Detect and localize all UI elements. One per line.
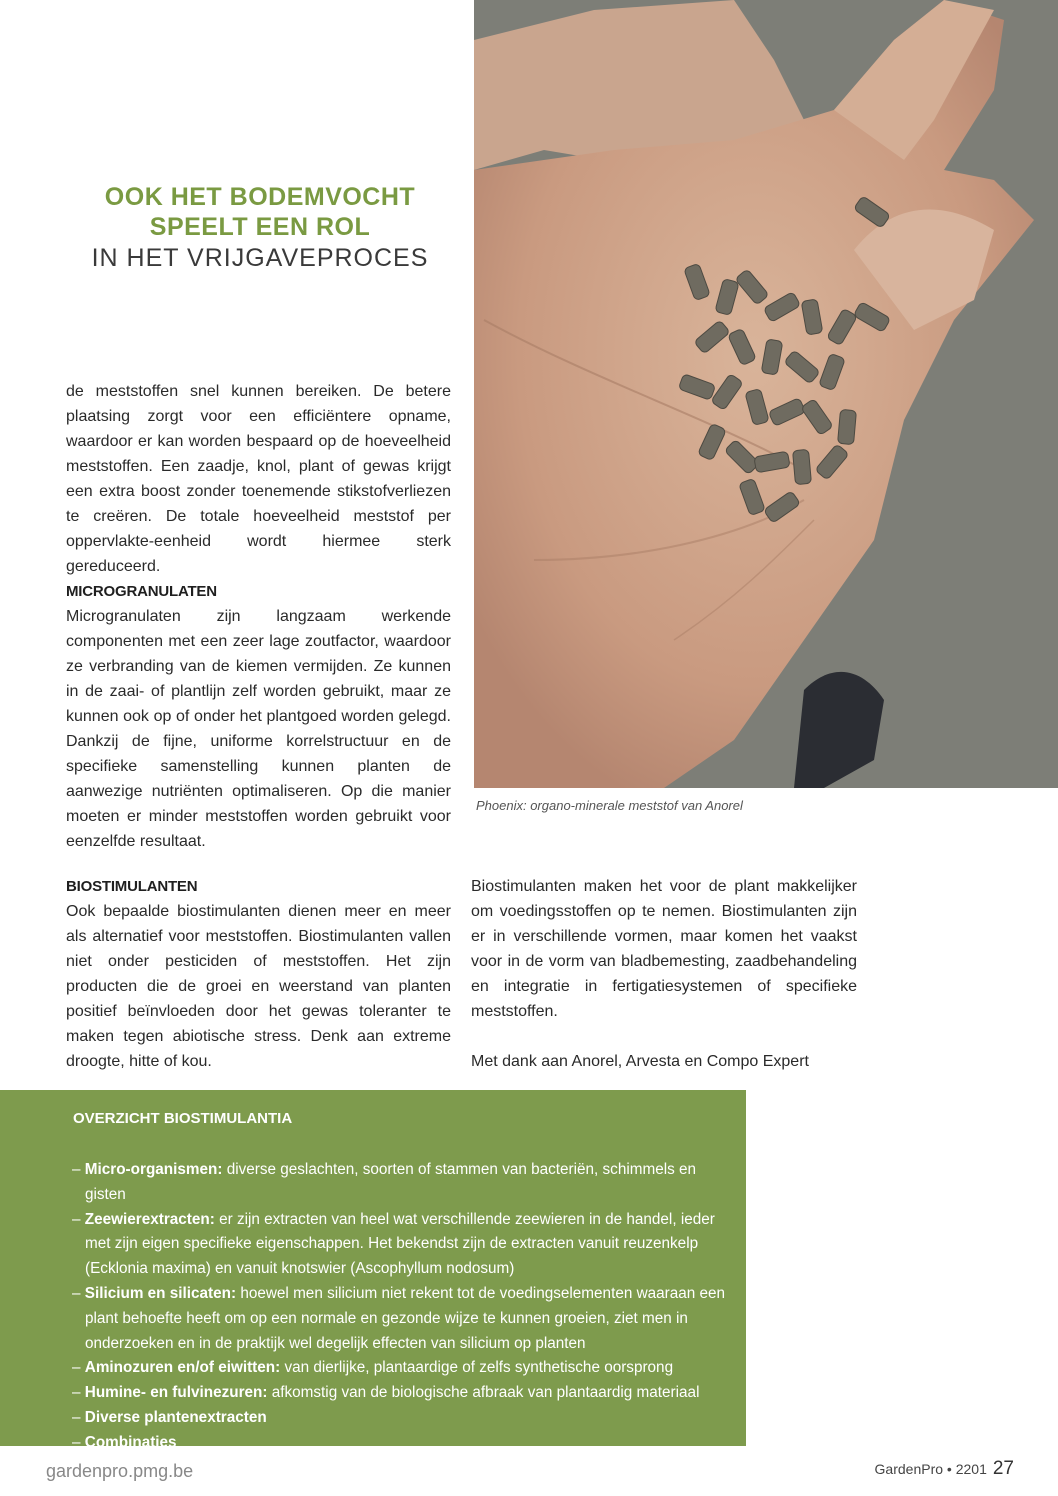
biostimulanten-heading: BIOSTIMULANTEN — [66, 878, 198, 895]
headline-line-2: SPEELT EEN ROL — [149, 213, 371, 241]
biostimulanten-paragraph: Ook bepaalde biostimulanten dienen meer en meer als alternatief voor meststoffen. Biostimulanten vallen niet onder pesticiden of meststoffen. Het zijn producten die de groei en weerstand van planten positief beïnvloeden door het gewas toleranter te maken tegen abiotische stress. Denk aan extreme droogte, hitte of kou. — [66, 903, 451, 1070]
photo-caption: Phoenix: organo-minerale meststof van Anorel — [476, 798, 743, 813]
headline-line-1: OOK HET BODEMVOCHT — [104, 183, 416, 211]
overview-title: OVERZICHT BIOSTIMULANTIA — [73, 1110, 293, 1127]
thanks-line: Met dank aan Anorel, Arvesta en Compo Expert — [471, 1053, 809, 1070]
list-item: – Zeewierextracten: er zijn extracten van heel wat verschillende zeewieren in de handel, ieder met zijn eigen specifieke eigenschappen. Het bekendst zijn de extracten vanuit reuzenkelp (Ecklonia maxima) en vanuit knotswier (Ascophyllum nodosum) — [72, 1210, 715, 1278]
right-text-block — [471, 874, 857, 1074]
microgranulaten-heading: MICROGRANULATEN — [66, 583, 217, 600]
list-item: – Silicium en silicaten: hoewel men silicium niet rekent tot de voedingselementen waaraan een plant behoefte heeft om op een normale en gezonde wijze te kunnen groeien, ziet men in onderzoeken en in de praktijk wel degelijk effecten van silicium op planten — [72, 1284, 726, 1352]
pellets-in-hand-image — [474, 0, 1058, 788]
list-item: – Micro-organismen: diverse geslachten, soorten of stammen van bacteriën, schimmels en gisten — [72, 1161, 697, 1203]
page-number: 27 — [992, 1458, 1014, 1479]
list-item: – Humine- en fulvinezuren: afkomstig van de biologische afbraak van plantaardig materiaal — [72, 1384, 700, 1402]
headline-line-3: IN HET VRIJGAVEPROCES — [91, 244, 429, 272]
footer-url[interactable]: gardenpro.pmg.be — [46, 1461, 194, 1481]
article-photo — [474, 0, 1058, 788]
issue-label: GardenPro • 2201 — [874, 1461, 987, 1477]
microgranulaten-paragraph: Microgranulaten zijn langzaam werkende componenten met een zeer lage zoutfactor, waardoor ze verbranding van de kiemen vermijden. Ze kunnen in de zaai- of plantlijn zelf worden gebruikt, maar ze kunnen ook op of onder het plantgoed worden gelegd. Dankzij de fijne, uniforme korrelstructuur en de specifieke samenstelling kunnen planten de aanwezige nutriënten optimaliseren. Op die manier moeten er minder meststoffen worden gebruikt voor eenzelfde resultaat. — [66, 608, 451, 850]
microgranulaten-section — [66, 579, 451, 854]
right-paragraph: Biostimulanten maken het voor de plant makkelijker om voedingsstoffen op te nemen. Biostimulanten zijn er in verschillende vormen, maar komen het vaakst voor in de vorm van bladbemesting, zaadbehandeling en integratie in fertigatiesystemen of specifieke meststoffen. — [471, 878, 857, 1020]
overview-list — [72, 1158, 732, 1456]
list-item: – Diverse plantenextracten — [72, 1408, 267, 1426]
list-item: – Combinaties — [72, 1433, 177, 1451]
footer-issue-info — [875, 1458, 1014, 1480]
biostimulanten-section — [66, 874, 451, 1074]
intro-text-block — [66, 379, 451, 579]
list-item: – Aminozuren en/of eiwitten: van dierlijke, plantaardige of zelfs synthetische oorsprong — [72, 1359, 674, 1377]
article-headline — [60, 182, 460, 274]
overview-box — [0, 1090, 746, 1451]
intro-paragraph: de meststoffen snel kunnen bereiken. De betere plaatsing zorgt voor een efficiëntere opname, waardoor er kan worden bespaard op de hoeveelheid meststoffen. Een zaadje, knol, plant of gewas krijgt een extra boost zonder toenemende stikstofverliezen te creëren. De totale hoeveelheid meststof per oppervlakte-eenheid wordt hiermee sterk gereduceerd. — [66, 383, 451, 575]
